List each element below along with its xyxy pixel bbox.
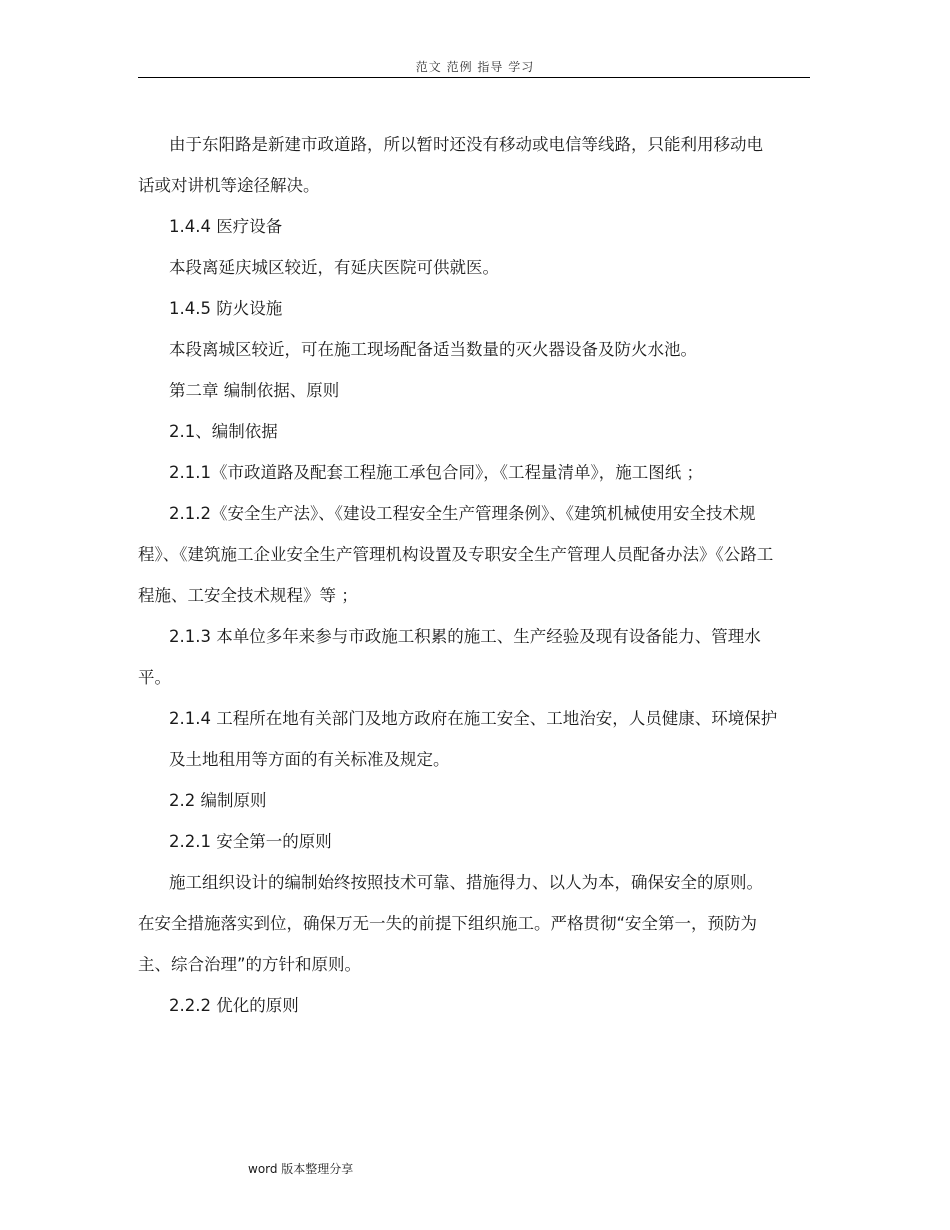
paragraph: 2.1.1《市政道路及配套工程施工承包合同》，《工程量清单》，施工图纸 ；: [169, 463, 703, 482]
paragraph: 2.1.2《安全生产法》、《建设工程安全生产管理条例》、《建筑机械使用安全技术规程》、《建筑施工企业安全生产管理机构设置及专职安全生产管理人员配备办法》《公路工程施、工安全技术规程》等 ；: [138, 504, 774, 605]
paragraph: 由于东阳路是新建市政道路，所以暂时还没有移动或电信等线路，只能利用移动电话或对讲机等途径解决。: [138, 135, 763, 195]
page-header: 范文 范例 指导 学习: [415, 60, 535, 74]
paragraph: 本段离延庆城区较近，有延庆医院可供就医。: [169, 258, 499, 277]
paragraph: 施工组织设计的编制始终按照技术可靠、措施得力、以人为本，确保安全的原则。在安全措施落实到位，确保万无一失的前提下组织施工。严格贯彻“安全第一，预防为主、综合治理”的方针和原则。: [138, 873, 763, 974]
section-heading: 2.2.2 优化的原则: [169, 996, 299, 1015]
section-heading: 1.4.5 防火设施: [169, 299, 283, 318]
section-heading: 1.4.4 医疗设备: [169, 217, 283, 236]
header-divider: [138, 77, 810, 78]
page-footer: word 版本整理分享: [248, 1162, 354, 1176]
section-heading: 2.2 编制原则: [169, 791, 267, 810]
paragraph: 2.1.4 工程所在地有关部门及地方政府在施工安全、工地治安，人员健康、环境保护: [169, 709, 778, 728]
document-body: [138, 124, 778, 1026]
section-heading: 2.1、编制依据: [169, 422, 278, 441]
paragraph: 2.1.3 本单位多年来参与市政施工积累的施工、生产经验及现有设备能力、管理水平。: [138, 627, 761, 687]
paragraph: 本段离城区较近，可在施工现场配备适当数量的灭火器设备及防火水池。: [169, 340, 697, 359]
paragraph: 及土地租用等方面的有关标准及规定。: [169, 750, 450, 769]
chapter-heading: 第二章 编制依据、原则: [169, 381, 340, 400]
section-heading: 2.2.1 安全第一的原则: [169, 832, 332, 851]
